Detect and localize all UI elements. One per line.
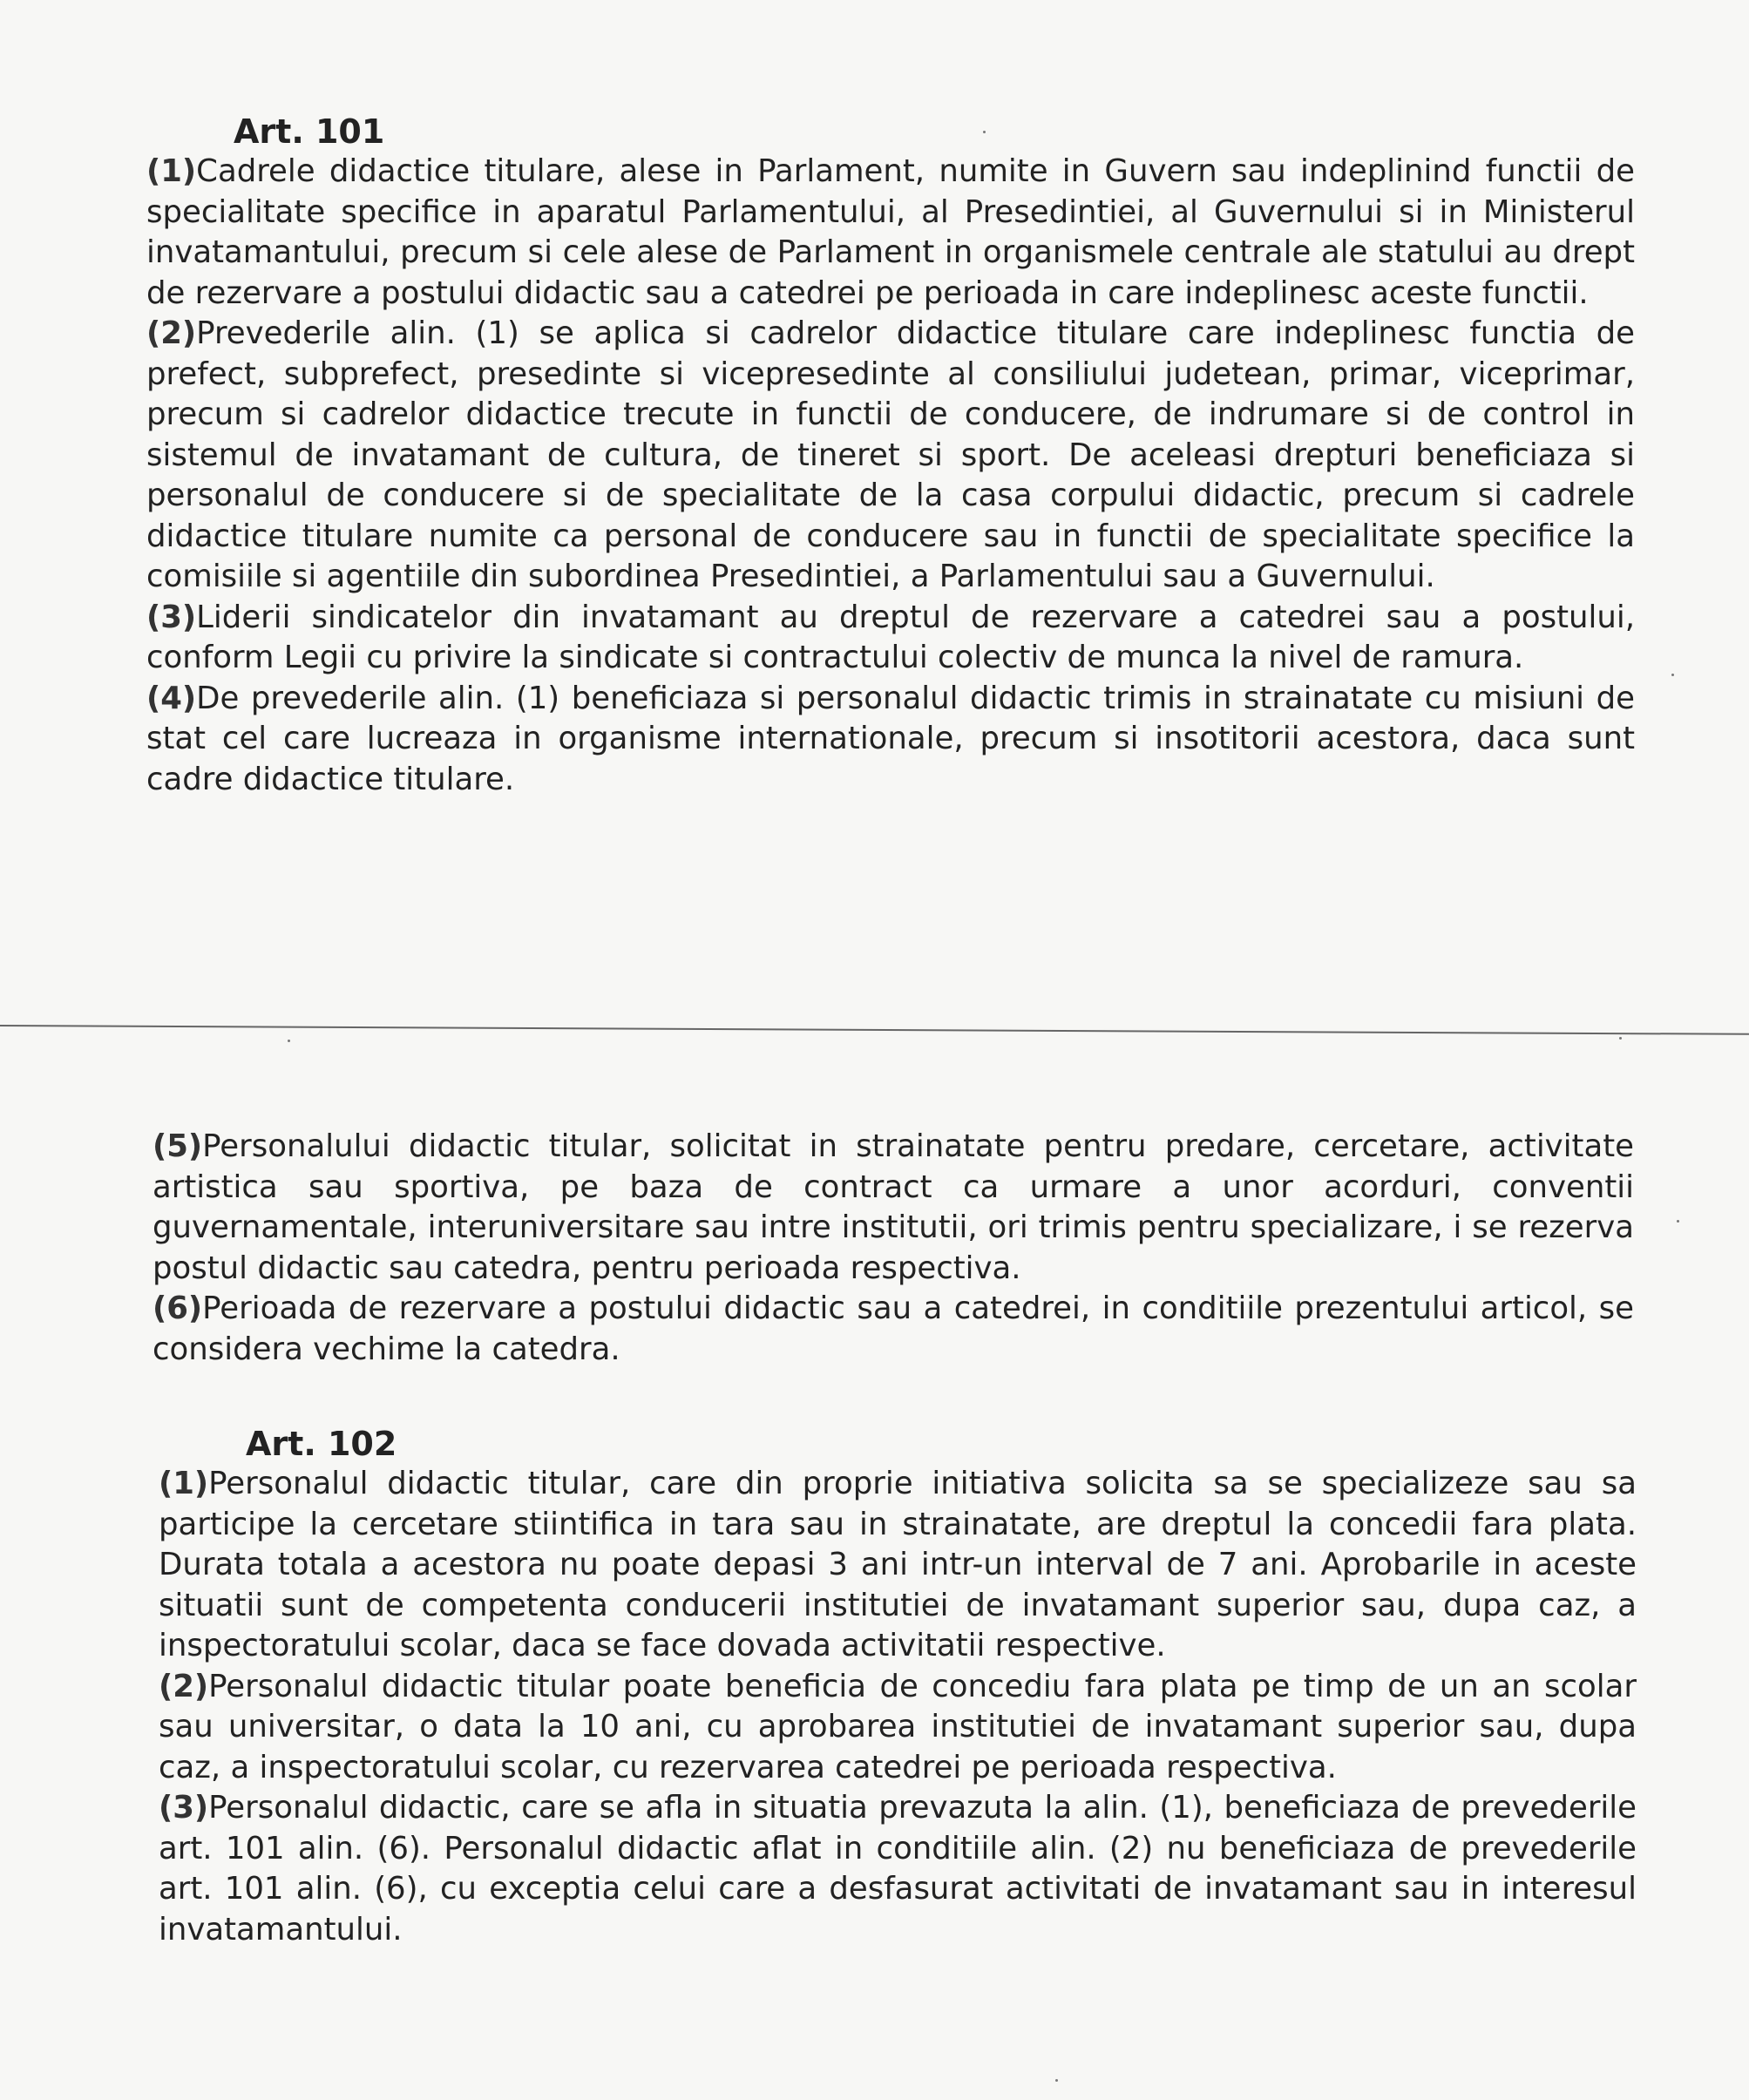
paragraph-number: (2) — [159, 1668, 209, 1704]
paragraph — [146, 314, 1635, 598]
paragraph — [159, 1788, 1637, 1950]
paragraph-number: (3) — [146, 599, 197, 635]
article-102-section — [159, 1424, 1637, 1950]
paragraph — [146, 152, 1635, 314]
scan-speck — [983, 131, 986, 133]
scan-speck — [1055, 2079, 1058, 2082]
paragraph — [153, 1289, 1634, 1370]
scan-speck — [1677, 1220, 1679, 1223]
paragraph-text: Personalul didactic titular, care din proprie initiativa solicita sa se specializeze sau sa participe la cercetare stiintifica in tara sau in strainatate, are dreptul la concedii fara plata. Durata totala a acestora nu poate depasi 3 ani intr-un interval de 7 ani. Aprobarile in aceste situatii sunt de competenta conducerii institutiei de invatamant superior sau, dupa caz, a inspectoratului scolar, daca se face dovada activitatii respective. — [159, 1466, 1637, 1663]
paragraph-text: Prevederile alin. (1) se aplica si cadrelor didactice titulare care indeplinesc functia de prefect, subprefect, presedinte si vicepresedinte al consiliului judetean, primar, viceprimar, precum si cadrelor didactice trecute in functii de conducere, de indrumare si de control in sistemul de invatamant de cultura, de tineret si sport. De aceleasi drepturi beneficiaza si personalul de conducere si de specialitate de la casa corpului didactic, precum si cadrele didactice titulare numite ca personal de conducere sau in functii de specialitate specifice la comisiile si agentiile din subordinea Presedintiei, a Parlamentului sau a Guvernului. — [146, 315, 1635, 594]
paragraph-text: Personalului didactic titular, solicitat in strainatate pentru predare, cercetare, activitate artistica sau sportiva, pe baza de contract ca urmare a unor acorduri, conventii guvernamentale, interuniversitare sau intre institutii, ori trimis pentru specializare, i se rezerva postul didactic sau catedra, pentru perioada respectiva. — [153, 1128, 1634, 1286]
paragraph-number: (4) — [146, 680, 197, 716]
scan-speck — [1619, 1037, 1622, 1040]
article-heading: Art. 102 — [246, 1425, 397, 1463]
paragraph-text: Personalul didactic, care se afla in situatia prevazuta la alin. (1), beneficiaza de prevederile art. 101 alin. (6). Personalul didactic aflat in conditiile alin. (2) nu beneficiaza de prevederile art. 101 alin. (6), cu exceptia celui care a desfasurat activitati de invatamant sau in interesul invatamantului. — [159, 1790, 1637, 1948]
paragraph-text: De prevederile alin. (1) beneficiaza si personalul didactic trimis in strainatate cu misiuni de stat cel care lucreaza in organisme internationale, precum si insotitorii acestora, daca sunt cadre didactice titulare. — [146, 680, 1635, 797]
paragraph — [153, 1127, 1634, 1289]
paragraph — [159, 1464, 1637, 1667]
article-101-continuation — [153, 1127, 1634, 1370]
paragraph-number: (5) — [153, 1128, 203, 1164]
paragraph-number: (6) — [153, 1290, 203, 1326]
scan-speck — [288, 1040, 290, 1042]
paragraph-number: (1) — [146, 153, 197, 189]
paragraph-text: Liderii sindicatelor din invatamant au dreptul de rezervare a catedrei sau a postului, conform Legii cu privire la sindicate si contractului colectiv de munca la nivel de ramura. — [146, 599, 1635, 675]
paragraph-text: Personalul didactic titular poate beneficia de concediu fara plata pe timp de un an scolar sau universitar, o data la 10 ani, cu aprobarea institutiei de invatamant superior sau, dupa caz, a inspectoratului scolar, cu rezervarea catedrei pe perioada respectiva. — [159, 1668, 1637, 1785]
paragraph-text: Cadrele didactice titulare, alese in Parlament, numite in Guvern sau indeplinind functii de specialitate specifice in aparatul Parlamentului, al Presedintiei, al Guvernului si in Ministerul invatamantului, precum si cele alese de Parlament in organismele centrale ale statului au drept de rezervare a postului didactic sau a catedrei pe perioada in care indeplinesc aceste functii. — [146, 153, 1635, 311]
paragraph — [146, 679, 1635, 801]
article-heading: Art. 101 — [234, 112, 385, 151]
article-101-section — [146, 112, 1635, 800]
paragraph-number: (3) — [159, 1790, 209, 1826]
paragraph-text: Perioada de rezervare a postului didactic sau a catedrei, in conditiile prezentului articol, se considera vechime la catedra. — [153, 1290, 1634, 1367]
paragraph — [159, 1667, 1637, 1789]
page-break-divider — [0, 1025, 1749, 1035]
paragraph — [146, 598, 1635, 679]
scan-speck — [1671, 674, 1674, 676]
paragraph-number: (2) — [146, 315, 197, 351]
paragraph-number: (1) — [159, 1466, 209, 1501]
